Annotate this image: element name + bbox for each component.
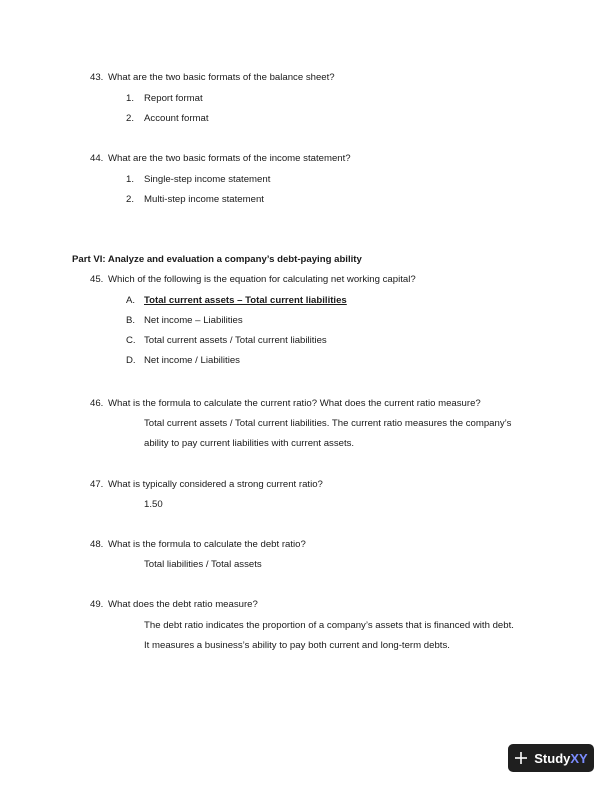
option	[126, 174, 270, 186]
option-label: 2.	[126, 194, 135, 205]
option-label: D.	[126, 355, 136, 366]
option	[126, 315, 243, 327]
question-number: 48.	[90, 539, 104, 550]
question-number: 47.	[90, 479, 104, 490]
question-text: Which of the following is the equation for calculating net working capital?	[108, 274, 416, 285]
question-49	[90, 599, 258, 611]
option	[126, 335, 327, 347]
question-number: 49.	[90, 599, 104, 610]
option-label: B.	[126, 315, 136, 326]
question-text: What does the debt ratio measure?	[108, 599, 258, 610]
question-45	[90, 274, 416, 286]
question-text: What are the two basic formats of the balance sheet?	[108, 72, 335, 83]
option-text: Account format	[144, 113, 209, 124]
option-text: Report format	[144, 93, 203, 104]
option-text: Single-step income statement	[144, 174, 271, 185]
option-label: A.	[126, 295, 136, 306]
question-number: 45.	[90, 274, 104, 285]
option-text: Net income / Liabilities	[144, 355, 240, 366]
option-text: Multi-step income statement	[144, 194, 264, 205]
question-48	[90, 539, 306, 551]
option-text: Total current assets / Total current liabilities	[144, 335, 327, 346]
question-number: 46.	[90, 398, 104, 409]
question-text: What is the formula to calculate the current ratio? What does the current ratio measure?	[108, 398, 481, 409]
option	[126, 355, 240, 367]
answer-line: 1.50	[144, 499, 163, 510]
option-label: C.	[126, 335, 136, 346]
section-heading: Part VI: Analyze and evaluation a company’s debt-paying ability	[72, 254, 362, 265]
option	[126, 93, 203, 105]
question-number: 43.	[90, 72, 104, 83]
question-number: 44.	[90, 153, 104, 164]
plus-icon	[514, 751, 528, 765]
question-text: What is typically considered a strong current ratio?	[108, 479, 323, 490]
option	[126, 194, 264, 206]
option-label: 2.	[126, 113, 135, 124]
option-label: 1.	[126, 93, 135, 104]
question-47	[90, 479, 323, 491]
brand-accent: XY	[570, 750, 588, 766]
studyxy-badge[interactable]	[508, 744, 594, 772]
question-43	[90, 72, 335, 84]
answer-line: Total current assets / Total current liabilities. The current ratio measures the company’s	[144, 418, 512, 429]
answer-line: ability to pay current liabilities with current assets.	[144, 438, 355, 449]
answer-line: It measures a business’s ability to pay both current and long-term debts.	[144, 640, 450, 651]
question-text: What are the two basic formats of the income statement?	[108, 153, 351, 164]
option-text: Net income – Liabilities	[144, 315, 243, 326]
question-44	[90, 153, 351, 165]
option	[126, 113, 209, 125]
option-label: 1.	[126, 174, 135, 185]
option-text: Total current assets – Total current liabilities	[144, 295, 347, 306]
answer-line: Total liabilities / Total assets	[144, 559, 262, 570]
brand-main: Study	[534, 750, 571, 766]
question-text: What is the formula to calculate the debt ratio?	[108, 539, 306, 550]
option-correct	[126, 295, 347, 307]
question-46	[90, 398, 481, 410]
answer-line: The debt ratio indicates the proportion of a company’s assets that is financed with debt.	[144, 620, 514, 631]
